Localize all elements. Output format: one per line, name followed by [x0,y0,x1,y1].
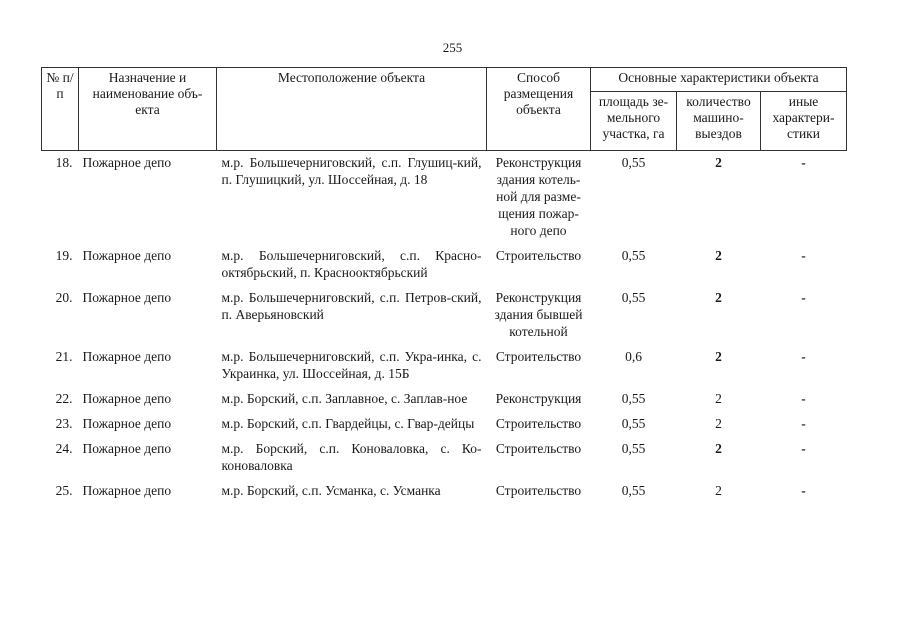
row-number: 21. [55,349,73,364]
row-name: Пожарное депо [82,290,172,305]
row-area: 0,55 [621,391,646,406]
row-other: - [801,416,806,431]
header-num: № п/п [42,68,79,151]
row-method: Строительство [495,441,582,456]
row-number: 20. [55,290,73,305]
header-other: иные характери-стики [761,91,847,150]
table-row [42,244,847,286]
row-other: - [801,155,806,170]
table-row [42,387,847,412]
row-location: м.р. Борский, с.п. Гвардейцы, с. Гвар-дейцы [221,416,475,431]
header-vehicles: количество машино-выездов [677,91,761,150]
row-location: м.р. Борский, с.п. Заплавное, с. Заплав-ное [221,391,468,406]
row-area: 0,55 [621,248,646,263]
row-vehicles: 2 [715,441,722,456]
header-name: Назначение и наименование объ-екта [79,68,217,151]
header-main-characteristics: Основные характеристики объекта [591,68,847,92]
row-name: Пожарное депо [82,483,172,498]
row-area: 0,55 [621,155,646,170]
header-area: площадь зе-мельного участка, га [591,91,677,150]
row-other: - [801,290,806,305]
row-name: Пожарное депо [82,441,172,456]
row-method: Реконструкция здания бывшей котельной [494,290,583,339]
page-number: 255 [442,40,463,55]
row-vehicles: 2 [715,155,722,170]
row-area: 0,55 [621,483,646,498]
row-area: 0,55 [621,290,646,305]
row-other: - [801,248,806,263]
header-row-1 [42,68,847,92]
row-number: 22. [55,391,73,406]
objects-table [41,67,847,504]
table-row [42,286,847,345]
row-name: Пожарное депо [82,416,172,431]
row-method: Строительство [495,248,582,263]
row-location: м.р. Борский, с.п. Усманка, с. Усманка [221,483,441,498]
row-location: м.р. Большечерниговский, с.п. Красно-октябрьский, п. Краснооктябрьский [221,248,482,280]
row-vehicles: 2 [715,248,722,263]
row-area: 0,6 [625,349,642,364]
row-vehicles: 2 [715,391,722,406]
row-location: м.р. Большечерниговский, с.п. Глушиц-кий, п. Глушицкий, ул. Шоссейная, д. 18 [221,155,482,187]
row-method: Строительство [495,349,582,364]
row-name: Пожарное депо [82,155,172,170]
header-location: Местоположение объекта [217,68,487,151]
row-location: м.р. Большечерниговский, с.п. Укра-инка, с. Украинка, ул. Шоссейная, д. 15Б [221,349,482,381]
row-method: Строительство [495,483,582,498]
table-row [42,412,847,437]
row-location: м.р. Борский, с.п. Коноваловка, с. Ко-коноваловка [221,441,482,473]
row-number: 19. [55,248,73,263]
row-location: м.р. Большечерниговский, с.п. Петров-ский, п. Аверьяновский [221,290,482,322]
row-vehicles: 2 [715,483,722,498]
header-method: Способ размещения объекта [487,68,591,151]
row-method: Строительство [495,416,582,431]
row-vehicles: 2 [715,290,722,305]
row-number: 23. [55,416,73,431]
row-other: - [801,483,806,498]
row-number: 18. [55,155,73,170]
row-other: - [801,391,806,406]
row-other: - [801,349,806,364]
row-vehicles: 2 [715,349,722,364]
table-row [42,151,847,245]
row-method: Реконструкция здания котель-ной для разме-щения пожар-ного депо [495,155,582,238]
table-row [42,437,847,479]
row-method: Реконструкция [495,391,582,406]
table-row [42,345,847,387]
table-row [42,479,847,504]
row-area: 0,55 [621,416,646,431]
row-name: Пожарное депо [82,349,172,364]
row-number: 24. [55,441,73,456]
row-area: 0,55 [621,441,646,456]
row-number: 25. [55,483,73,498]
row-name: Пожарное депо [82,248,172,263]
row-other: - [801,441,806,456]
row-vehicles: 2 [715,416,722,431]
row-name: Пожарное депо [82,391,172,406]
